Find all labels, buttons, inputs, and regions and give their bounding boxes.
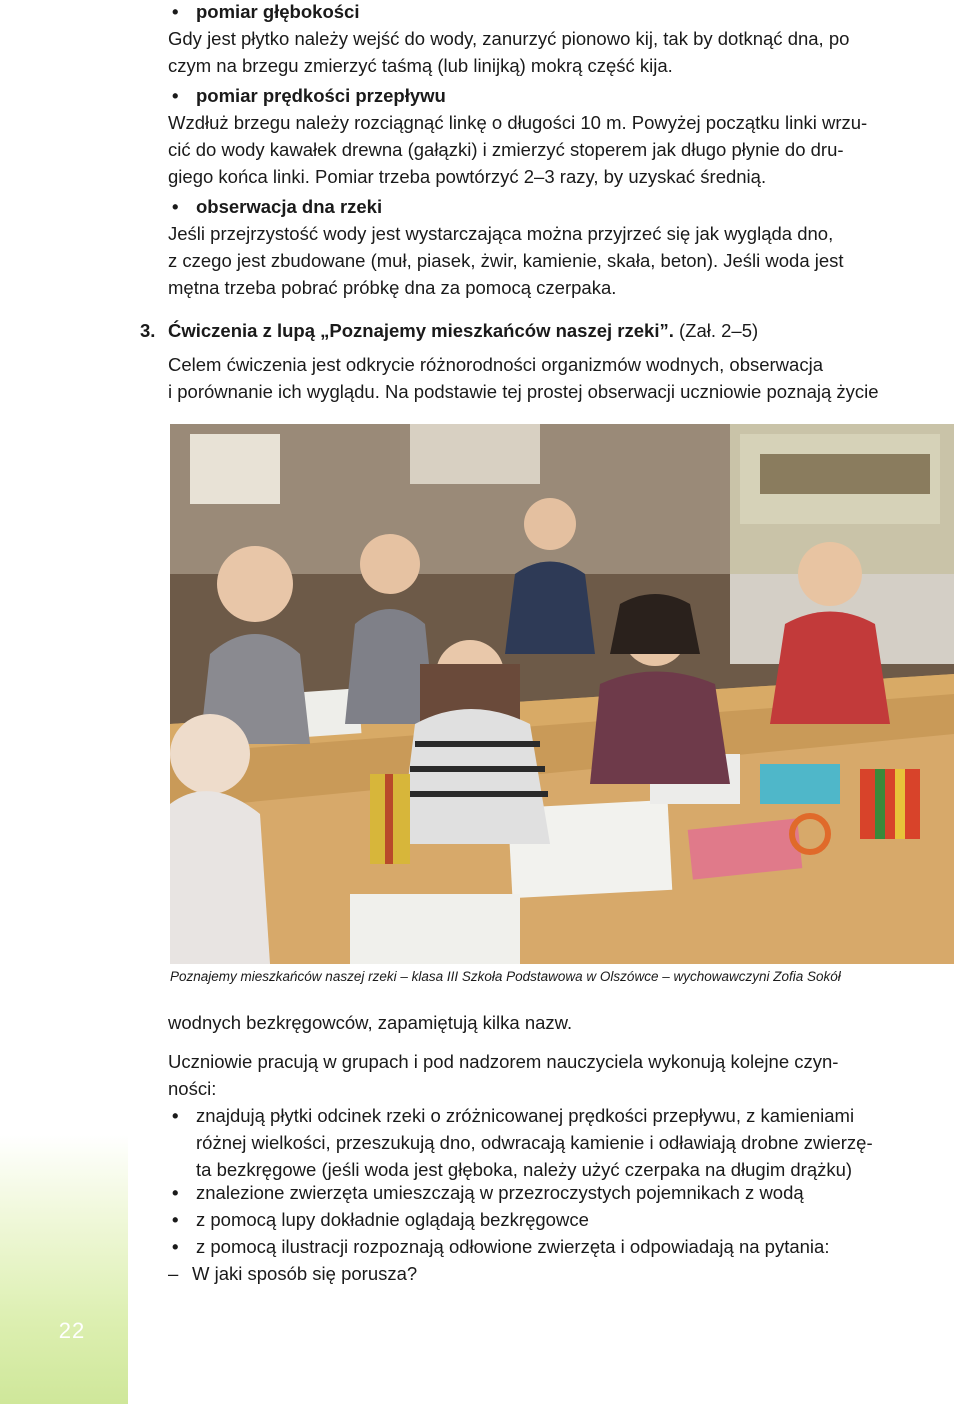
list-item: • z pomocą ilustracji rozpoznają odłowione zwierzęta i odpowiadają na pytania:: [172, 1236, 830, 1257]
list-item: • z pomocą lupy dokładnie oglądają bezkręgowce: [172, 1209, 589, 1230]
work-intro: Uczniowie pracują w grupach i pod nadzorem nauczyciela wykonują kolejne czyn- ności:: [168, 1051, 839, 1099]
page-margin-strip: [0, 1135, 128, 1404]
continuation-line: wodnych bezkręgowców, zapamiętują kilka nazw.: [168, 1012, 573, 1033]
section-heading: 3. Ćwiczenia z lupą „Poznajemy mieszkańców naszej rzeki”. (Zał. 2–5): [140, 320, 759, 341]
bullet-heading-riverbed: • obserwacja dna rzeki: [172, 196, 383, 217]
paragraph-riverbed: Jeśli przejrzystość wody jest wystarczająca można przyjrzeć się jak wygląda dno, z czego jest zbudowane (muł, piasek, żwir, kamienie, skała, beton). Jeśli woda jest mętna trzeba pobrać próbkę dna za pomocą czerpaka.: [168, 223, 844, 298]
classroom-photo: [170, 424, 954, 964]
bullet-heading-depth: • pomiar głębokości: [172, 1, 360, 22]
list-item: • znalezione zwierzęta umieszczają w przezroczystych pojemnikach z wodą: [172, 1182, 804, 1203]
bullet-heading-flow: • pomiar prędkości przepływu: [172, 85, 446, 106]
photo-caption: Poznajemy mieszkańców naszej rzeki – klasa III Szkoła Podstawowa w Olszówce – wychowawczyni Zofia Sokół: [170, 969, 841, 984]
list-item: • znajdują płytki odcinek rzeki o zróżnicowanej prędkości przepływu, z kamieniami różnej wielkości, przeszukują dno, odwracają kamienie i odławiają drobne zwierzę- ta bezkręgowe (jeśli woda jest głęboka, należy użyć czerpaka na długim drążku): [172, 1105, 873, 1180]
section-intro: Celem ćwiczenia jest odkrycie różnorodności organizmów wodnych, obserwacja i porównanie ich wyglądu. Na podstawie tej prostej obserwacji uczniowie poznają życie: [168, 354, 879, 402]
paragraph-depth: Gdy jest płytko należy wejść do wody, zanurzyć pionowo kij, tak by dotknąć dna, po czym na brzegu zmierzyć taśmą (lub linijką) mokrą część kija.: [168, 28, 850, 76]
paragraph-flow: Wzdłuż brzegu należy rozciągnąć linkę o długości 10 m. Powyżej początku linki wrzu- cić do wody kawałek drewna (gałązki) i zmierzyć stoperem jak długo płynie do dru- giego końca linki. Pomiar trzeba powtórzyć 2–3 razy, by uzyskać średnią.: [168, 112, 868, 187]
dash-list-item: – W jaki sposób się porusza?: [168, 1263, 418, 1284]
page-number: 22: [58, 1318, 86, 1343]
